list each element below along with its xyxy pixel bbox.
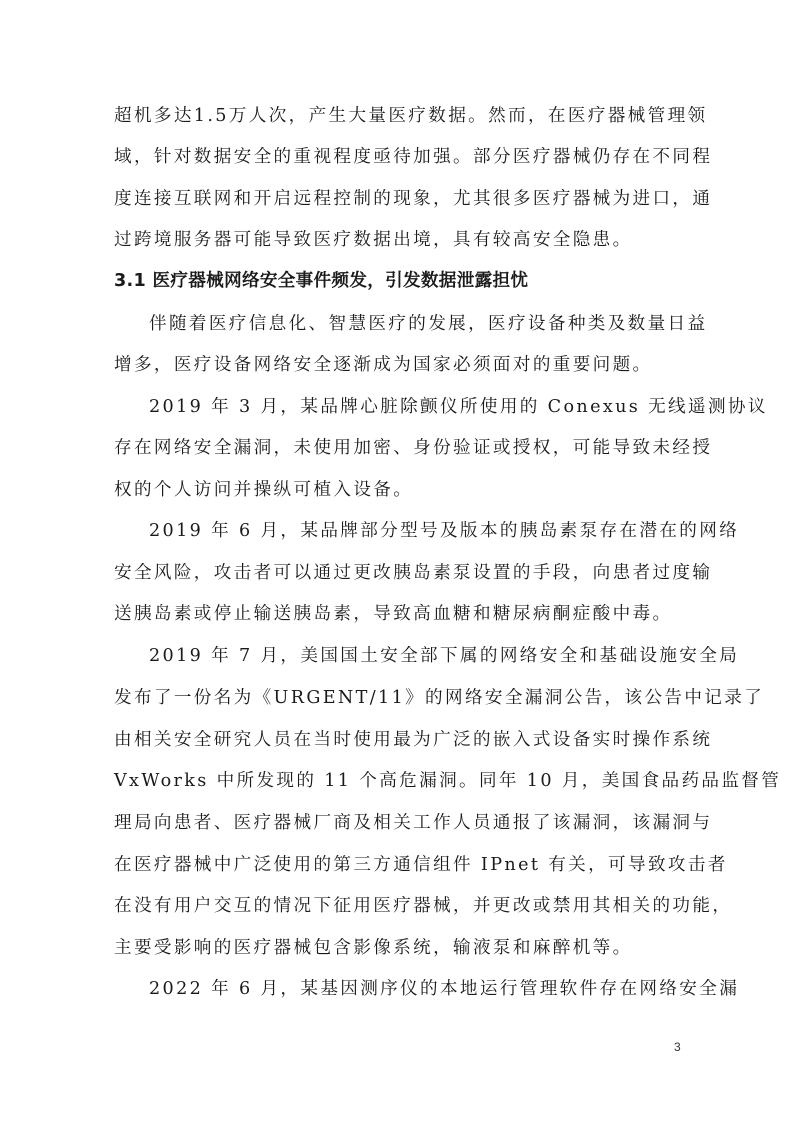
paragraph-first-line: 2019 年 6 月，某品牌部分型号及版本的胰岛素泵存在潜在的网络 — [149, 521, 740, 541]
body-text-line: 送胰岛素或停止输送胰岛素，导致高血糖和糖尿病酮症酸中毒。 — [114, 604, 673, 624]
body-text-line: 由相关安全研究人员在当时使用最为广泛的嵌入式设备实时操作系统 — [114, 730, 713, 750]
body-text-line: 超机多达1.5万人次，产生大量医疗数据。然而，在医疗器械管理领 — [114, 106, 708, 126]
paragraph-first-line: 2019 年 7 月，美国国土安全部下属的网络安全和基础设施安全局 — [149, 646, 740, 666]
body-text-line: 域，针对数据安全的重视程度亟待加强。部分医疗器械仍存在不同程 — [114, 147, 713, 167]
body-text-line: 增多，医疗设备网络安全逐渐成为国家必须面对的重要问题。 — [114, 355, 653, 375]
paragraph-first-line: 2022 年 6 月，某基因测序仪的本地运行管理软件存在网络安全漏 — [149, 979, 740, 999]
body-text-line: VxWorks 中所发现的 11 个高危漏洞。同年 10 月，美国食品药品监督管 — [114, 771, 782, 791]
body-text-line: 在医疗器械中广泛使用的第三方通信组件 IPnet 有关，可导致攻击者 — [114, 855, 728, 875]
body-text-line: 度连接互联网和开启远程控制的现象，尤其很多医疗器械为进口，通 — [114, 189, 713, 209]
body-text-line: 存在网络安全漏洞，未使用加密、身份验证或授权，可能导致未经授 — [114, 438, 713, 458]
body-text-line: 理局向患者、医疗器械厂商及相关工作人员通报了该漏洞，该漏洞与 — [114, 813, 713, 833]
body-text-line: 权的个人访问并操纵可植入设备。 — [114, 480, 414, 500]
paragraph-first-line: 伴随着医疗信息化、智慧医疗的发展，医疗设备种类及数量日益 — [149, 314, 708, 334]
body-text-line: 过跨境服务器可能导致医疗数据出境，具有较高安全隐患。 — [114, 230, 633, 250]
body-text-line: 发布了一份名为《URGENT/11》的网络安全漏洞公告，该公告中记录了 — [114, 688, 765, 708]
body-text-line: 主要受影响的医疗器械包含影像系统，输液泵和麻醉机等。 — [114, 938, 633, 958]
body-text-line: 在没有用户交互的情况下征用医疗器械，并更改或禁用其相关的功能， — [114, 896, 733, 916]
body-text-line: 安全风险，攻击者可以通过更改胰岛素泵设置的手段，向患者过度输 — [114, 563, 713, 583]
page-number: 3 — [674, 1040, 681, 1054]
paragraph-first-line: 2019 年 3 月，某品牌心脏除颤仪所使用的 Conexus 无线遥测协议 — [149, 397, 768, 417]
section-heading: 3.1 医疗器械网络安全事件频发，引发数据泄露担忧 — [114, 271, 529, 291]
